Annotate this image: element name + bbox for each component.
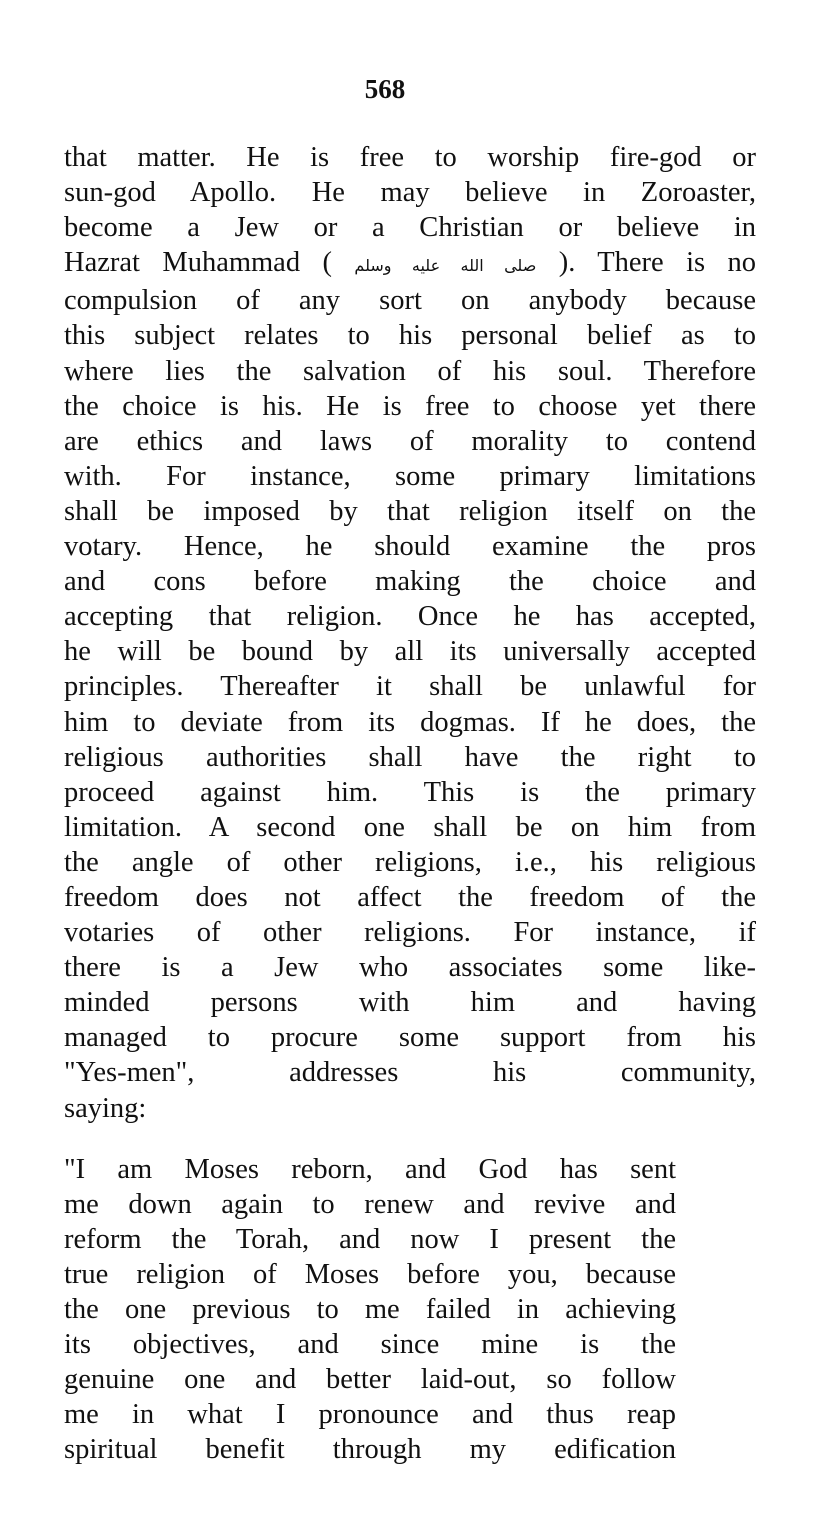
- text-line: managed to procure some support from his: [64, 1022, 756, 1054]
- page-number: 568: [364, 74, 406, 104]
- text-line-with-arabic: [64, 245, 756, 283]
- text-line: him to deviate from its dogmas. If he does, the: [64, 706, 756, 738]
- text-line: proceed against him. This is the primary: [64, 776, 756, 808]
- text-line: votary. Hence, he should examine the pros: [64, 531, 756, 563]
- text-line: religious authorities shall have the right to: [64, 741, 756, 773]
- body-paragraph: [64, 140, 756, 1126]
- text-line: true religion of Moses before you, because: [64, 1259, 676, 1290]
- text-line: limitation. A second one shall be on him from: [64, 811, 756, 843]
- arabic-honorific: صلى الله عليه وسلم: [354, 256, 537, 276]
- text-line: the one previous to me failed in achieving: [64, 1294, 676, 1325]
- text-line: accepting that religion. Once he has accepted,: [64, 601, 756, 633]
- text-line: the choice is his. He is free to choose yet there: [64, 390, 756, 422]
- text-line: spiritual benefit through my edification: [64, 1434, 676, 1465]
- text-line: that matter. He is free to worship fire-god or: [64, 142, 756, 173]
- text-line: this subject relates to his personal belief as to: [64, 320, 756, 352]
- text-line: and cons before making the choice and: [64, 566, 756, 598]
- text-line: the angle of other religions, i.e., his religious: [64, 846, 756, 878]
- text-line: there is a Jew who associates some like-: [64, 952, 756, 984]
- text-line: genuine one and better laid-out, so follow: [64, 1364, 676, 1395]
- text-line: votaries of other religions. For instance, if: [64, 917, 756, 949]
- text-line: with. For instance, some primary limitations: [64, 460, 756, 492]
- text-line: me in what I pronounce and thus reap: [64, 1399, 676, 1430]
- text-line: compulsion of any sort on anybody because: [64, 285, 756, 317]
- text-line: minded persons with him and having: [64, 987, 756, 1019]
- text-line: its objectives, and since mine is the: [64, 1329, 676, 1360]
- text-line: become a Jew or a Christian or believe in: [64, 212, 756, 244]
- text-segment: Hazrat Muhammad (: [64, 247, 332, 279]
- text-segment: ). There is no: [558, 247, 757, 279]
- text-line: principles. Thereafter it shall be unlawful for: [64, 671, 756, 703]
- text-line: me down again to renew and revive and: [64, 1189, 676, 1220]
- text-line: are ethics and laws of morality to contend: [64, 425, 756, 457]
- text-line: "Yes-men", addresses his community,: [64, 1057, 756, 1089]
- text-line: reform the Torah, and now I present the: [64, 1224, 676, 1255]
- text-line: freedom does not affect the freedom of the: [64, 881, 756, 913]
- text-line: "I am Moses reborn, and God has sent: [64, 1154, 676, 1185]
- text-line: where lies the salvation of his soul. Therefore: [64, 355, 756, 387]
- text-line: he will be bound by all its universally accepted: [64, 636, 756, 668]
- text-line: saying:: [64, 1092, 147, 1124]
- quoted-passage: [64, 1152, 676, 1467]
- text-line: sun-god Apollo. He may believe in Zoroaster,: [64, 177, 756, 209]
- text-line: shall be imposed by that religion itself on the: [64, 495, 756, 527]
